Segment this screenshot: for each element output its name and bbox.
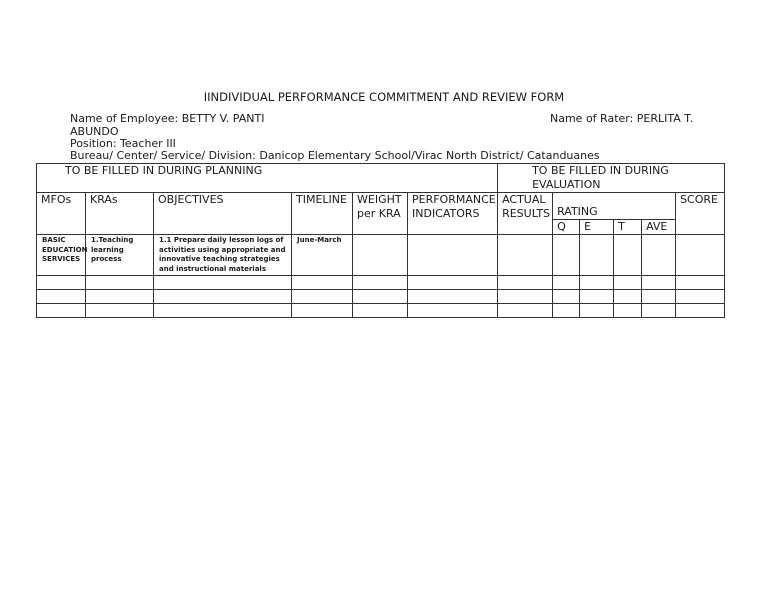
col-kras: KRAs (86, 193, 154, 235)
col-actual-results: ACTUAL RESULTS (498, 193, 553, 235)
cell-score (676, 235, 725, 276)
cell-indicators (408, 235, 498, 276)
cell-ave (642, 235, 676, 276)
table-row (37, 290, 725, 304)
cell-q (553, 235, 580, 276)
planning-header: TO BE FILLED IN DURING PLANNING (37, 164, 498, 193)
cell-objective: 1.1 Prepare daily lesson logs of activities using appropriate and innovative teaching strategies and instructional materials (154, 235, 292, 276)
cell-t (614, 235, 642, 276)
cell-mfo: BASIC EDUCATION SERVICES (37, 235, 86, 276)
col-timeline: TIMELINE (292, 193, 353, 235)
cell-kra: 1.Teaching learning process (86, 235, 154, 276)
employee-name: Name of Employee: BETTY V. PANTI ABUNDO (70, 112, 265, 138)
cell-actual (498, 235, 553, 276)
ipcrf-table (36, 163, 725, 318)
table-row (37, 276, 725, 290)
col-mfos: MFOs (37, 193, 86, 235)
cell-timeline: June-March (292, 235, 353, 276)
col-score: SCORE (676, 193, 725, 235)
col-indicators: PERFORMANCE INDICATORS (408, 193, 498, 235)
col-objectives: OBJECTIVES (154, 193, 292, 235)
col-ave: AVE (642, 220, 676, 235)
col-t: T (614, 220, 642, 235)
col-e: E (580, 220, 614, 235)
rater-name: Name of Rater: PERLITA T. (550, 112, 694, 125)
column-header-row (37, 193, 725, 220)
table-row (37, 235, 725, 276)
col-rating: RATING (553, 193, 676, 220)
cell-e (580, 235, 614, 276)
table-row (37, 304, 725, 318)
col-q: Q (553, 220, 580, 235)
section-header-row (37, 164, 725, 193)
bureau-line: Bureau/ Center/ Service/ Division: Danicop Elementary School/Virac North District/ Catanduanes (70, 149, 600, 162)
col-weight: WEIGHT per KRA (353, 193, 408, 235)
position-line: Position: Teacher III (70, 137, 176, 150)
cell-weight (353, 235, 408, 276)
evaluation-header: TO BE FILLED IN DURING EVALUATION (498, 164, 725, 193)
form-title: IINDIVIDUAL PERFORMANCE COMMITMENT AND REVIEW FORM (203, 90, 565, 104)
